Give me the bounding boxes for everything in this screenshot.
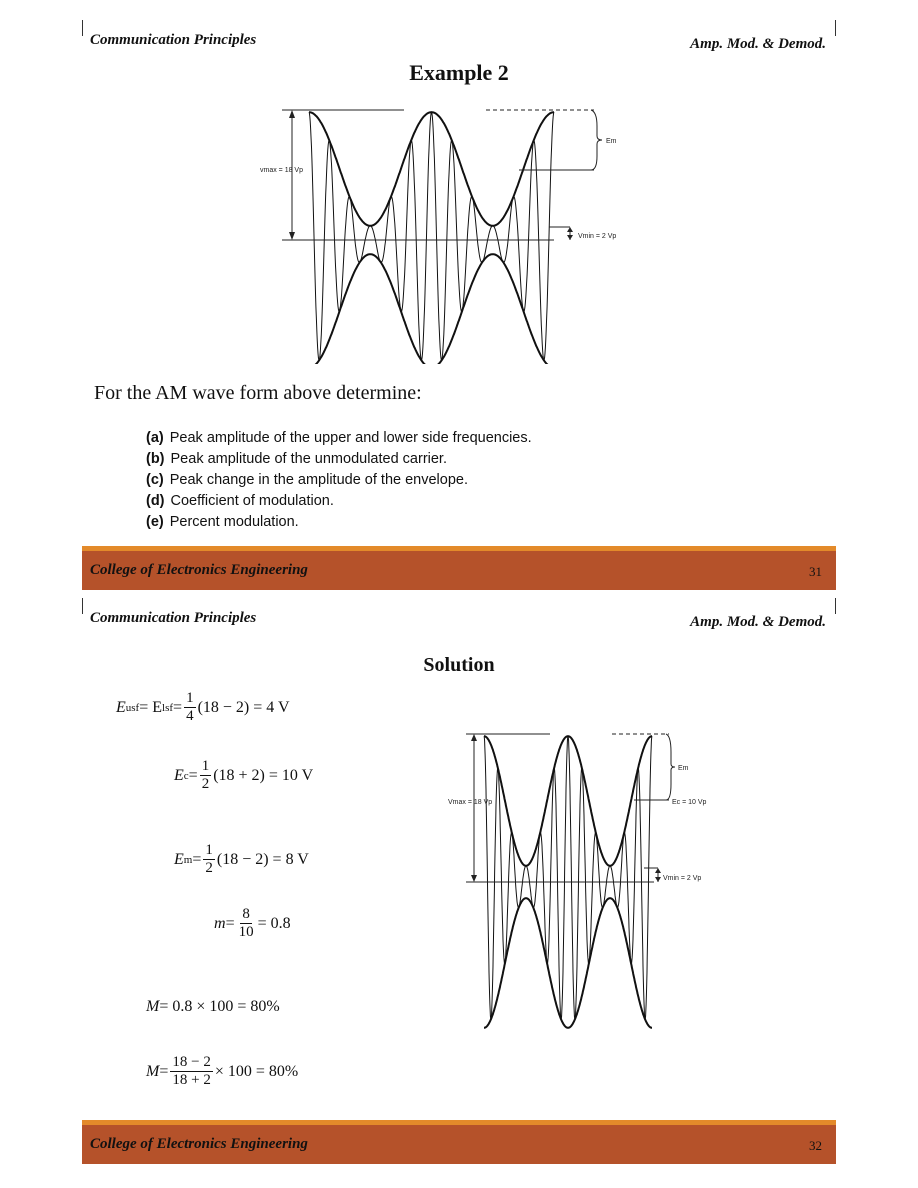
equation-percent-modulation: M = 0.8 × 100 = 80% [146, 998, 280, 1015]
list-item: (d) Coefficient of modulation. [146, 493, 334, 509]
slide-title: Solution [423, 654, 495, 676]
list-item: (e) Percent modulation. [146, 514, 299, 530]
header-topic: Amp. Mod. & Demod. [690, 614, 826, 630]
header-course-title: Communication Principles [90, 32, 257, 48]
list-item: (b) Peak amplitude of the unmodulated carrier. [146, 451, 447, 467]
header-topic: Amp. Mod. & Demod. [690, 36, 826, 52]
question-prompt: For the AM wave form above determine: [94, 382, 422, 404]
am-waveform-solution-figure [444, 726, 734, 1046]
question-list [146, 428, 532, 533]
lower-envelope [484, 898, 652, 1028]
page-number: 31 [809, 564, 822, 579]
equation-envelope-change: E m = $\frac{1}{2}$ (18 − 2) = 8 V [174, 842, 309, 876]
lower-envelope [309, 254, 554, 364]
em-brace [666, 734, 675, 800]
slide-32 [82, 598, 836, 1166]
equation-side-frequencies: E usf = E lsf = $\frac{1}{4}$ (18 − 2) = 4 V [116, 690, 290, 724]
carrier-wave [309, 112, 554, 360]
slide-title: Example 2 [409, 60, 509, 85]
slide-footer [82, 1120, 836, 1164]
upper-envelope [309, 112, 554, 226]
upper-envelope [484, 736, 652, 866]
slide-31 [82, 20, 836, 590]
slide-footer [82, 546, 836, 590]
envelope-and-carrier [309, 112, 554, 364]
vmax-label: vmax = 18 Vp [260, 167, 303, 174]
vmax-label: Vmax = 18 Vp [448, 799, 493, 806]
page-number: 32 [809, 1138, 822, 1153]
slide-border-right [835, 20, 836, 36]
carrier-wave [484, 736, 652, 1019]
equation-carrier: E c = $\frac{1}{2}$ (18 + 2) = 10 V [174, 758, 314, 792]
slide-border-left [82, 598, 83, 614]
em-brace [591, 110, 602, 170]
slide-border-right [835, 598, 836, 614]
footer-college: College of Electronics Engineering [90, 562, 308, 578]
header-course-title: Communication Principles [90, 610, 257, 626]
equation-percent-modulation-alt: M = $\frac{18 - 2}{18 + 2}$ × 100 = 80% [146, 1054, 299, 1088]
equation-modulation-coefficient: m = $\frac{8}{10}$ = 0.8 [214, 906, 291, 940]
am-waveform-figure [254, 102, 654, 364]
ec-label: Ec = 10 Vp [672, 799, 707, 806]
vmin-label: Vmin = 2 Vp [663, 875, 702, 882]
em-label: Em [606, 138, 617, 145]
list-item: (a) Peak amplitude of the upper and lower side frequencies. [146, 430, 532, 446]
slide-border-left [82, 20, 83, 36]
footer-college: College of Electronics Engineering [90, 1136, 308, 1152]
em-label: Em [678, 765, 689, 772]
vmin-label: Vmin = 2 Vp [578, 233, 617, 240]
list-item: (c) Peak change in the amplitude of the envelope. [146, 472, 469, 488]
